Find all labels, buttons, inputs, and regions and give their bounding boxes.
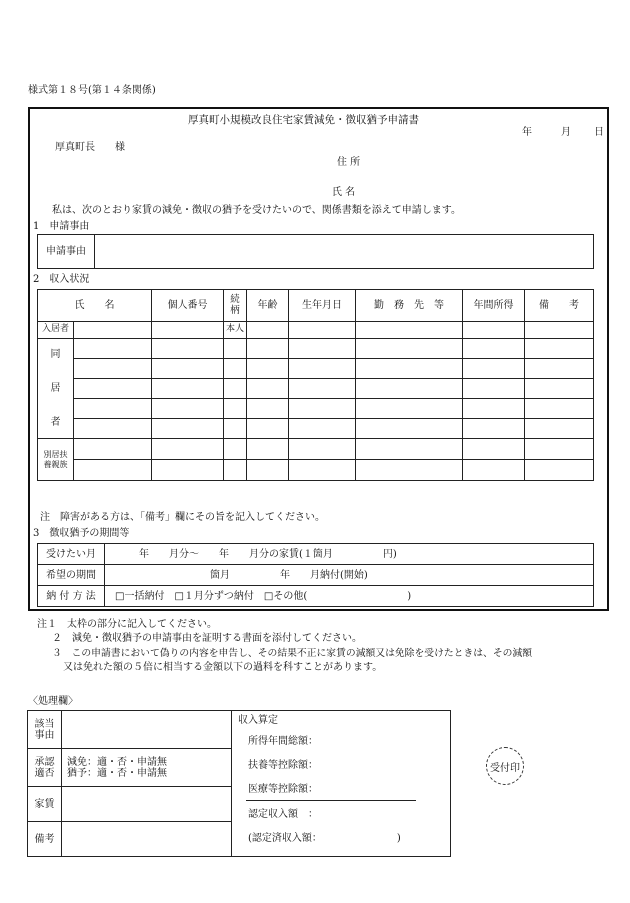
col-personal-number: 個人番号 <box>152 290 224 322</box>
income-table <box>37 289 594 481</box>
calc-medical-deduction: 医療等控除額： <box>248 784 318 795</box>
cell[interactable] <box>525 399 594 419</box>
proc-approval-label: 承認適否 <box>28 749 62 787</box>
cell[interactable] <box>224 339 247 359</box>
cell[interactable] <box>525 379 594 399</box>
cell[interactable] <box>224 399 247 419</box>
cell[interactable] <box>289 322 356 339</box>
calc-divider <box>246 800 416 801</box>
calc-total-income: 所得年間総額： <box>248 736 318 747</box>
processing-table <box>27 710 451 857</box>
table-row <box>38 439 594 460</box>
desired-period-field[interactable]: 箇月 年 月納付(開始) <box>105 565 594 586</box>
note-1: 注１ 太枠の部分に記入してください。 <box>37 619 217 630</box>
col-name: 氏 名 <box>38 290 152 322</box>
cell[interactable] <box>289 419 356 439</box>
cohabitant-char-3: 者 <box>50 416 61 428</box>
col-birthdate: 生年月日 <box>289 290 356 322</box>
section1-table <box>37 234 594 269</box>
cell[interactable] <box>463 339 525 359</box>
cell[interactable] <box>74 339 152 359</box>
cell[interactable] <box>463 399 525 419</box>
cell[interactable] <box>247 379 289 399</box>
proc-remarks-label: 備考 <box>28 822 62 857</box>
cohabitant-char-1: 同 <box>50 348 61 360</box>
cell[interactable] <box>356 399 463 419</box>
cell[interactable] <box>356 359 463 379</box>
form-title: 厚真町小規模改良住宅家賃減免・徴収猶予申請書 <box>188 114 419 126</box>
reception-stamp: 受付印 <box>486 747 524 785</box>
cell[interactable] <box>247 439 289 460</box>
payment-method-field[interactable]: □一括納付 □１月分ずつ納付 □その他( ) <box>105 586 594 607</box>
cell[interactable] <box>289 439 356 460</box>
section1-heading: 1 申請事由 <box>33 221 90 232</box>
cell[interactable] <box>247 460 289 481</box>
cell[interactable] <box>247 322 289 339</box>
reason-field[interactable] <box>95 235 594 269</box>
address-label: 住 所 <box>337 157 361 168</box>
proc-rent-field[interactable] <box>62 787 232 822</box>
cell[interactable] <box>289 379 356 399</box>
cell[interactable] <box>152 359 224 379</box>
cell[interactable] <box>289 359 356 379</box>
table-row <box>38 339 594 359</box>
name-label: 氏 名 <box>332 187 356 198</box>
cell[interactable] <box>224 359 247 379</box>
table-row <box>38 379 594 399</box>
cell[interactable] <box>247 339 289 359</box>
payment-method-label: 納 付 方 法 <box>38 586 105 607</box>
cell[interactable] <box>356 322 463 339</box>
proc-reason-field[interactable] <box>62 711 232 749</box>
cell[interactable] <box>356 379 463 399</box>
processing-heading: 〈処理欄〉 <box>28 696 78 707</box>
table-row <box>38 359 594 379</box>
cell[interactable] <box>463 359 525 379</box>
cell[interactable] <box>247 359 289 379</box>
disability-note: 注 障害がある方は、「備考」欄にその旨を記入してください。 <box>40 512 325 523</box>
date-day: 日 <box>594 127 604 138</box>
cell[interactable] <box>525 439 594 460</box>
cell[interactable] <box>74 460 152 481</box>
dependent-label: 別居扶養親族 <box>38 439 74 481</box>
note-3-cont: 又は免れた額の５倍に相当する金額以下の過料を科すことがあります。 <box>63 662 383 673</box>
cell[interactable] <box>463 419 525 439</box>
proc-rent-label: 家賃 <box>28 787 62 822</box>
cell[interactable] <box>74 419 152 439</box>
approval-deferral: 猶予：適・否・申請無 <box>67 767 167 779</box>
cell[interactable] <box>74 399 152 419</box>
cell[interactable] <box>463 322 525 339</box>
calc-certified-income: 認定収入額 ： <box>248 809 318 820</box>
cell[interactable] <box>152 399 224 419</box>
income-calc-cell <box>232 711 451 857</box>
cell[interactable] <box>152 379 224 399</box>
form-number: 様式第１８号(第１４条関係) <box>28 85 156 96</box>
calc-previous-certified: (認定済収入額： ) <box>248 833 401 844</box>
cell[interactable] <box>525 460 594 481</box>
proc-reason-label: 該当事由 <box>28 711 62 749</box>
relation-principal: 本人 <box>224 322 247 339</box>
cell[interactable] <box>356 339 463 359</box>
reason-label: 申請事由 <box>38 235 95 269</box>
cell[interactable] <box>289 339 356 359</box>
resident-label: 入居者 <box>38 322 74 339</box>
cell[interactable] <box>152 419 224 439</box>
col-age: 年齢 <box>247 290 289 322</box>
cell[interactable] <box>74 322 152 339</box>
desired-month-label: 受けたい月 <box>38 544 105 565</box>
cell[interactable] <box>356 460 463 481</box>
cell[interactable] <box>356 419 463 439</box>
note-3: ３ この申請書において偽りの内容を申告し、その結果不正に家賃の減額又は免除を受けたときは、その減額 <box>52 648 533 659</box>
cell[interactable] <box>152 460 224 481</box>
table-row <box>38 399 594 419</box>
cell[interactable] <box>224 379 247 399</box>
deferral-table <box>37 543 594 607</box>
cell[interactable] <box>463 439 525 460</box>
note-2: ２ 減免・徴収猶予の申請事由を証明する書面を添付してください。 <box>52 633 362 644</box>
col-annual-income: 年間所得 <box>463 290 525 322</box>
cell[interactable] <box>525 359 594 379</box>
cell[interactable] <box>74 359 152 379</box>
cell[interactable] <box>525 419 594 439</box>
cell[interactable] <box>152 339 224 359</box>
col-relation: 続柄 <box>224 290 247 322</box>
cell[interactable] <box>247 399 289 419</box>
date-year: 年 <box>522 127 532 138</box>
cell[interactable] <box>525 339 594 359</box>
cell[interactable] <box>74 439 152 460</box>
cell[interactable] <box>289 460 356 481</box>
cell[interactable] <box>525 322 594 339</box>
section3-heading: 3 徴収猶予の期間等 <box>33 528 130 539</box>
calc-heading: 収入算定 <box>238 715 278 726</box>
addressee: 厚真町長 様 <box>55 142 125 153</box>
section2-heading: 2 収入状況 <box>33 274 90 285</box>
cell[interactable] <box>152 322 224 339</box>
proc-remarks-field[interactable] <box>62 822 232 857</box>
cell[interactable] <box>74 379 152 399</box>
approval-reduction: 減免：適・否・申請無 <box>67 756 167 768</box>
cell[interactable] <box>247 419 289 439</box>
table-row <box>38 322 594 339</box>
cell[interactable] <box>356 439 463 460</box>
statement: 私は、次のとおり家賃の減免・徴収の猶予を受けたいので、関係書類を添えて申請します。 <box>52 205 461 216</box>
calc-dependent-deduction: 扶養等控除額： <box>248 760 318 771</box>
cell[interactable] <box>289 399 356 419</box>
table-row <box>38 419 594 439</box>
cell[interactable] <box>463 460 525 481</box>
cell[interactable] <box>224 439 247 460</box>
cohabitant-label <box>38 339 74 439</box>
desired-period-label: 希望の期間 <box>38 565 105 586</box>
proc-approval-field[interactable] <box>62 749 232 787</box>
cell[interactable] <box>152 439 224 460</box>
cell[interactable] <box>463 379 525 399</box>
desired-month-field[interactable]: 年 月分〜 年 月分の家賃(１箇月 円) <box>105 544 594 565</box>
col-workplace: 勤 務 先 等 <box>356 290 463 322</box>
cell[interactable] <box>224 419 247 439</box>
cohabitant-char-2: 居 <box>50 382 61 394</box>
table-row <box>38 460 594 481</box>
cell[interactable] <box>224 460 247 481</box>
col-remarks: 備 考 <box>525 290 594 322</box>
date-month: 月 <box>561 127 571 138</box>
